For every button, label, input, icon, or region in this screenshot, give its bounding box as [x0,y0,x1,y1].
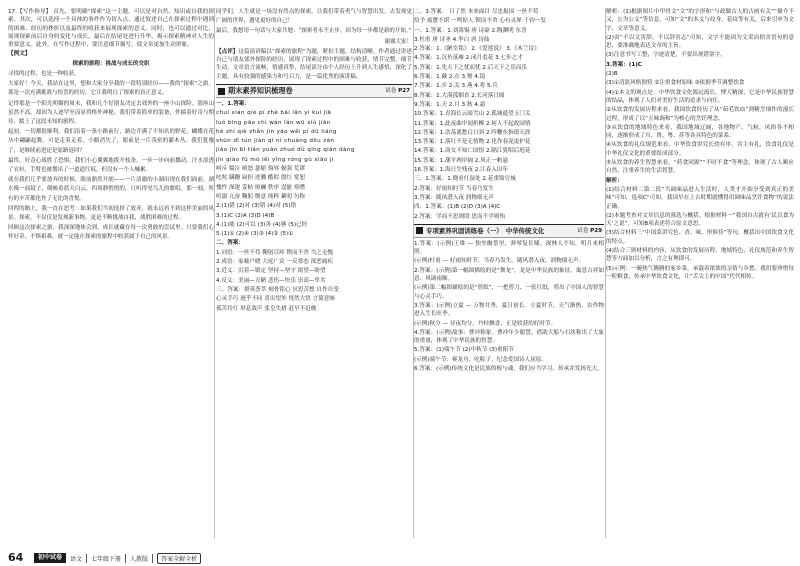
analysis-line: (3)注意书写工整，字迹清楚，不要出现错别字。 [606,52,726,59]
essay-body [8,70,214,243]
essay-paragraph: 回程的路上，我一直在思考：如果我们当初选择了放弃，就永远看不到这样美丽的风景。探索，不仅仅是发现新事物，更是不断挑战自我、战胜困难的过程。 [8,205,214,222]
answers-block [414,8,604,221]
essay-paragraph: 最终，好奇心战胜了恐惧。我们小心翼翼地拨开枝条，一步一步向前挪动。汗水湿透了衣衫，手臂也被划出了一道道红痕，但没有一个人喊累。 [8,157,214,174]
section-header [414,224,604,238]
answer-line: 15.答案：1.潮平两岸阔 2.风正一帆悬 [414,157,509,164]
analysis-line: (1)结合材料二第二段“当调味品进入生活时，人类才开始享受到真正的美味”可知，选项C“可知，我国早在上古时期就懂得用调味品烹饪食物”的说法正确。 [606,186,794,210]
answer-line: 8.答案：1.大漠孤烟直 2.长河落日圆 [414,92,505,99]
comment-label: 【点评】 [216,48,239,55]
answer-line: 3.(1)C (2)A (3)D (4)B [216,212,275,219]
answer-line: 3.答案：(示例)立夏 — 万物并秀，夏日初长。立夏时节，天气渐热，农作物进入生长旺季。 [414,302,604,318]
answer-line: 一、1.答案：1.刘禹锡 唐 诗豪 2.陶渊明 东晋 [414,27,527,34]
section-header [216,84,412,98]
essay-paragraph: 同学们，人生就是一场没有终点的探索。让我们带着勇气与智慧出发，去发现更广阔的世界，遇见更好的自己！ [216,9,412,25]
answer-line: 5.答案：1.先天下之忧而忧 2.后天下之乐而乐 [414,64,527,71]
analysis-line: 解析：(1)根据图片中甲骨文“文”的字形和“与政做古人的古画有关”“描介不又，公为公文”等信息，可知“文”的本义与纹身、花纹等有关，后来引申为文字、文章等意义。 [606,9,794,32]
writing-guide: 17.【写作指导】 首先，要明确“探索”这一主题，可以是对自然、知识或自我的探索。其次，可以选择一个具体的事件作为切入点，通过叙述自己在探索过程中遇到的困难、经历的挫折以及最终的收获来展现探索的意义。同时，也可以通过对比，展现探索前后自身的变化与成长。最后在结尾处进行升华，揭示探索精神对人生的重要意义。此外，在写作过程中，要注意细节描写，使文章更加生动形象。 [8,9,214,49]
character-line: 愧怍 深邃 妥帖 斑斓 秩序 逞能 寒噤 [216,184,305,191]
analysis-label: 解析： [606,177,623,184]
answer-label: 3.答案：(1)C [606,61,642,68]
answer-line: 2.答案：好雨知时节 当春乃发生 [414,185,494,192]
page-number: 64 [8,551,24,564]
answer-line: 2.答案：(示例)第一幅图描绘的是“舞龙”，龙是中华民族的象征，寓意吉祥如意、风调雨顺。 [414,267,604,283]
page-footer [0,550,800,566]
answer-line: 3.近义：沉着—镇定 坚持—坚守 渴望—盼望 [216,268,326,275]
essay-paragraph: 寻找的过程，也是一种收获。 [8,70,80,77]
answer-line: 2.(1)错 (2)对 (3)错 (4)对 (5)错 [216,203,297,210]
answer-line: 给予 疲惫不堪 一鸣惊人 锲而不舍 心有灵犀 千钧一发 [414,18,546,25]
answer-line: 1.词语：一丝不苟 鞠躬尽瘁 锲而不舍 当之无愧 [216,249,333,256]
pinyin-line: jǐn qiào fǔ mò lěi yǐng róng gù xiāo jì [216,156,334,163]
essay-title: 探索的旅程：挑战与成长的交织 [72,60,150,67]
answer-line: (示例)端午节：赛龙舟、吃粽子，纪念爱国诗人屈原。 [414,356,548,363]
answer-line: 心灵手巧 迥乎不同 喜出望外 恍然大悟 言简意赅 [216,296,335,303]
answer-line: 10.答案：1.青海长云暗雪山 2.孤城遥望玉门关 [414,111,531,118]
column-divider [214,8,215,538]
answer-line: 2.成语：家喻户晓 大庭广众 一反常态 深恶痛疾 [216,259,333,266]
column-4 [606,8,794,553]
pinyin-line: hé zhì qiè zhǎn jìn yāo wěi pí dū liáng [216,128,337,135]
answer-line: 四、1.答案：(1)B (2)D (3)A (4)C [414,204,501,211]
essay-paragraph: 就在我们几乎要放弃的时候，眼前豁然开朗——一片清澈的小湖出现在我们面前。湖水像一面镜子，倒映着蓝天白云，四周静悄悄的，只听得见鸟儿的歌唱。那一刻，所有的辛苦都化作了无比的喜悦。 [8,177,214,202]
section-square-icon [416,227,423,234]
answer-line: (示例)秋分 — 昼夜均分，丹桂飘香，正是收获的好时节。 [414,320,557,327]
answer-line: (示例)第二幅图描绘的是“剪纸”，一把剪刀、一张红纸，剪出了中国人的智慧与心灵手巧。 [414,285,604,300]
answer-label: 二、答案： [216,240,244,247]
essay-paragraph: 大家好！今天，我站在这里，想和大家分享我的一段特别经历——我的“探索”之旅。那是一次充满挑战与惊喜的经历，它让我明白了探索的真正意义。 [8,81,214,97]
answers-block [414,240,604,373]
analysis-line: (3)结合材料三“中国菜讲究色、香、味、形俱佳”等句，概括出中国饮食文化的特点。 [606,230,794,245]
answer-line: (3)①清淡风格独特 ②注重食材原味 ③依据季节调整饮食 [606,80,745,87]
pinyin-line: jiǎo jīn bì tián yuān zhuó dǔ qīng qián dàng [216,147,355,154]
answer-line: 11.答案：1.此夜曲中闻折柳 2.何人不起故园情 [414,120,531,127]
answer-line: 三、1.答案：1.晓看红湿处 2.花重锦官城 [414,176,516,183]
character-block [216,165,412,201]
answer-line: 13.答案：1.落红不是无情物 2.化作春泥更护花 [414,139,531,146]
essay-paragraph: 记得那是一个阳光明媚的周末，我和几个好朋友决定去郊外的一座小山探险。那座山虽然不高，却因为人迹罕至而显得格外神秘。我们带着简单的装备，怀揣着好奇与期待，踏上了这段未知的旅程。 [8,100,214,125]
pinyin-line: chuí xián qiè pí zhè bǎi lǎn yì kuí jiā [216,110,332,117]
answer-line: 9.答案：1.天 2.月 3.秋 4.霜 [414,101,486,108]
analysis-line: (2)本题考查对文章信息的筛选与概括。根据材料一“我国自古就有‘民以食为天’之说”，可知B项表述符合原文意思。 [606,212,794,228]
answer-line: 14.答案：1.商女不知亡国恨 2.隔江犹唱后庭花 [414,148,531,155]
answer-line: 4.答案：1.沉鱼落雁 2.闭月羞花 3.七步之才 [414,55,523,62]
answer-line: 7.答案：1.乡 2.关 3.燕 4.将 5.兵 [414,83,498,90]
comment-text: 这篇演讲稿以“探索的旅程”为题，紧扣主题，结构清晰。作者通过讲述自己与朋友郊外探险的经历，展现了探索过程中的困难与收获，情节完整，细节生动。文章语言流畅，情感真挚，结尾部分由个人经历上升到人生感悟，深化了主题，具有较强的感染力和号召力，是一篇优秀的演讲稿。 [216,48,412,80]
answer-line: 16.答案：1.海日生残夜 2.江春入旧年 [414,167,509,174]
pinyin-line: shùn dǐ tún jiàn qī nì chuáng dōu zàn [216,138,335,145]
answer-line: ④从饮食的礼仪规范来看，中华饮食讲究长幼有序、宾主有礼，饮食礼仪是中华礼仪文化的重要组成部分。 [606,142,794,157]
answer-line: 1.答案：(示例)王维 — 独坐幽篁里，弹琴复长啸。深林人不知，明月来相照。 [414,240,604,256]
essay-ending [216,8,412,47]
answers-block [216,202,412,238]
section-page-ref: 试卷 P27 [385,87,410,94]
answer-line: 6.答案：(示例)传统文化是民族的根与魂，我们应当学习、传承并发扬光大。 [414,365,603,372]
essay-paragraph: 起初，一切都很顺利。我们沿着一条小路前行，路边开满了不知名的野花，蝴蝶在花丛中翩翩起舞。可是走着走着，小路消失了，眼前是一片茂密的灌木丛。我们犹豫了，是继续前进还是原路返回？ [8,129,214,154]
pinyin-line: luó bīng pāo chì wán lán wū xiù jiān [216,119,331,126]
answer-line: (2)B [606,71,618,78]
footer-grade: 七年级下册 [87,554,126,563]
section-page-ref: 试卷 P29 [577,227,602,234]
answer-line: (4)①本文的观点是：中华饮食文化源远流长，博大精深，它是中华民族智慧的结晶，体现了人们对美好生活的追求与向往。 [606,89,794,104]
footer-edition: 人教版 [126,554,153,563]
analysis-line: (5)示例：一碗热气腾腾的家乡菜，承载着浓浓的亲情与乡愁。我们要珍惜每一粒粮食，传承中华饮食文化，让“舌尖上的中国”代代相传。 [606,265,794,280]
analysis-block [606,8,794,60]
answer-line: 2.答案：学而不思则罔 思而不学则殆 [414,213,506,220]
character-line: 呵斥 啜泣 嗔怒 瑟缩 侮辱 倔强 荒谬 [216,166,305,173]
analysis-line: (2)由“不以文害辞，不以辞害志”可知，文字不能因为文采而损害语句的意思，要准确地表达文章的主旨。 [606,34,794,50]
footer-logo: 答案全解全析 [157,553,201,564]
footer-band [34,553,201,563]
answer-line: (示例)杜甫 — 好雨知时节，当春乃发生。随风潜入夜，润物细无声。 [414,258,585,265]
answer-line: ③从饮食的地域特色来看，我国地域辽阔，各地物产、气候、风俗各不相同，逐渐形成了川、鲁、粤、苏等各具特色的菜系。 [606,124,794,140]
pinyin-block [216,109,412,164]
section-title: 期末素养知识梳理卷 [228,85,293,95]
analysis-block [606,186,794,281]
answer-line: 4.答案：(示例)故事：曹冲称象。曹冲年少聪慧，借助大船与石块称出了大象的重量，体现了中华民族的智慧。 [414,329,604,345]
answer-line: 5.答案：(1)端午节 (2)中秋节 (3)重阳节 [414,347,514,354]
column-3 [414,8,604,538]
footer-tag: 初中试卷 [34,553,66,563]
answer-line: 2.答案：1.《陋室铭》 2.《爱莲说》 3.《木兰诗》 [414,46,540,53]
footer-subject: 语文 [66,554,87,563]
column-1 [8,8,214,538]
answer-line: 二、3.答案： 日了然 本来面目 尽忠报国 一丝不苟 [414,9,539,15]
answer-line: 3.杜甫 唐 诗圣 4.李白 唐 诗仙 [414,36,490,43]
answer-line: 12.答案：1.浩荡离愁白日斜 2.吟鞭东指即天涯 [414,129,531,136]
analysis-line: (4)结合三则材料的内容，从饮食的发展历程、地域特色、礼仪规范和养生智慧等方面加以分析，言之有理即可。 [606,248,794,263]
answers-block [216,249,412,313]
essay-closing: 谢谢大家！ [384,38,412,45]
answers-block [606,79,794,175]
answer-line: 4.反义：美丽—丑陋 悲伤—快乐 崇高—卑劣 [216,277,326,284]
answer-line: ⑤从饮食的养生智慧来看，“药食同源”“不时不食”等理念，体现了古人顺应自然、注重养生的生活智慧。 [606,160,794,175]
answer-label: 一、1.答案： [216,101,250,107]
essay-paragraph: 回顾这次探索之旅，我深深地体会到，成长就藏在每一次勇敢的尝试里。只要我们心怀好奇、不惧艰难，就一定能在探索的旅程中收获属于自己的风景。 [8,225,214,241]
answer-line: 5.(1)① (2)④ (3)③ (4)② (5)① [216,231,294,238]
answer-line: ②从饮食的发展历程来看，我国饮食经历了从“茹毛饮血”到精烹细作的漫长过程，形成了以“五味调和”为核心的烹饪理念。 [606,107,794,122]
answer-line: 4.(1)能 (2)可以 (3)善 (4)够 (5)已经 [216,221,308,228]
column-2 [216,8,412,538]
essay-paragraph: 最后，我想用一句话与大家共勉：“探索者永不止步，因为每一步都是新的开始。” [216,28,412,35]
answer-line: 三、答案：群英荟萃 刻骨铭心 冥思苦想 自作自受 [216,286,339,293]
answer-line: 孤苦伶仃 屏息敛声 张皇失措 赶早不赶晚 [216,305,317,312]
example-label: 【例文】 [8,51,31,58]
section-square-icon [218,88,225,95]
answer-line: 6.答案：1.戴 2.衣 3.鬟 4.镜 [414,74,486,81]
character-line: 叱咤 蹒跚 扁担 迸溅 酷似 殷红 宽恕 [216,175,305,182]
answer-line: 3.答案：随风潜入夜 润物细无声 [414,194,494,201]
section-title: 专项素养巩固训练卷（一） 中华传统文化 [426,226,545,235]
character-line: 喧嚣 亢奋 鞠躬 惬意 纯粹 絮叨 匀称 [216,193,305,200]
